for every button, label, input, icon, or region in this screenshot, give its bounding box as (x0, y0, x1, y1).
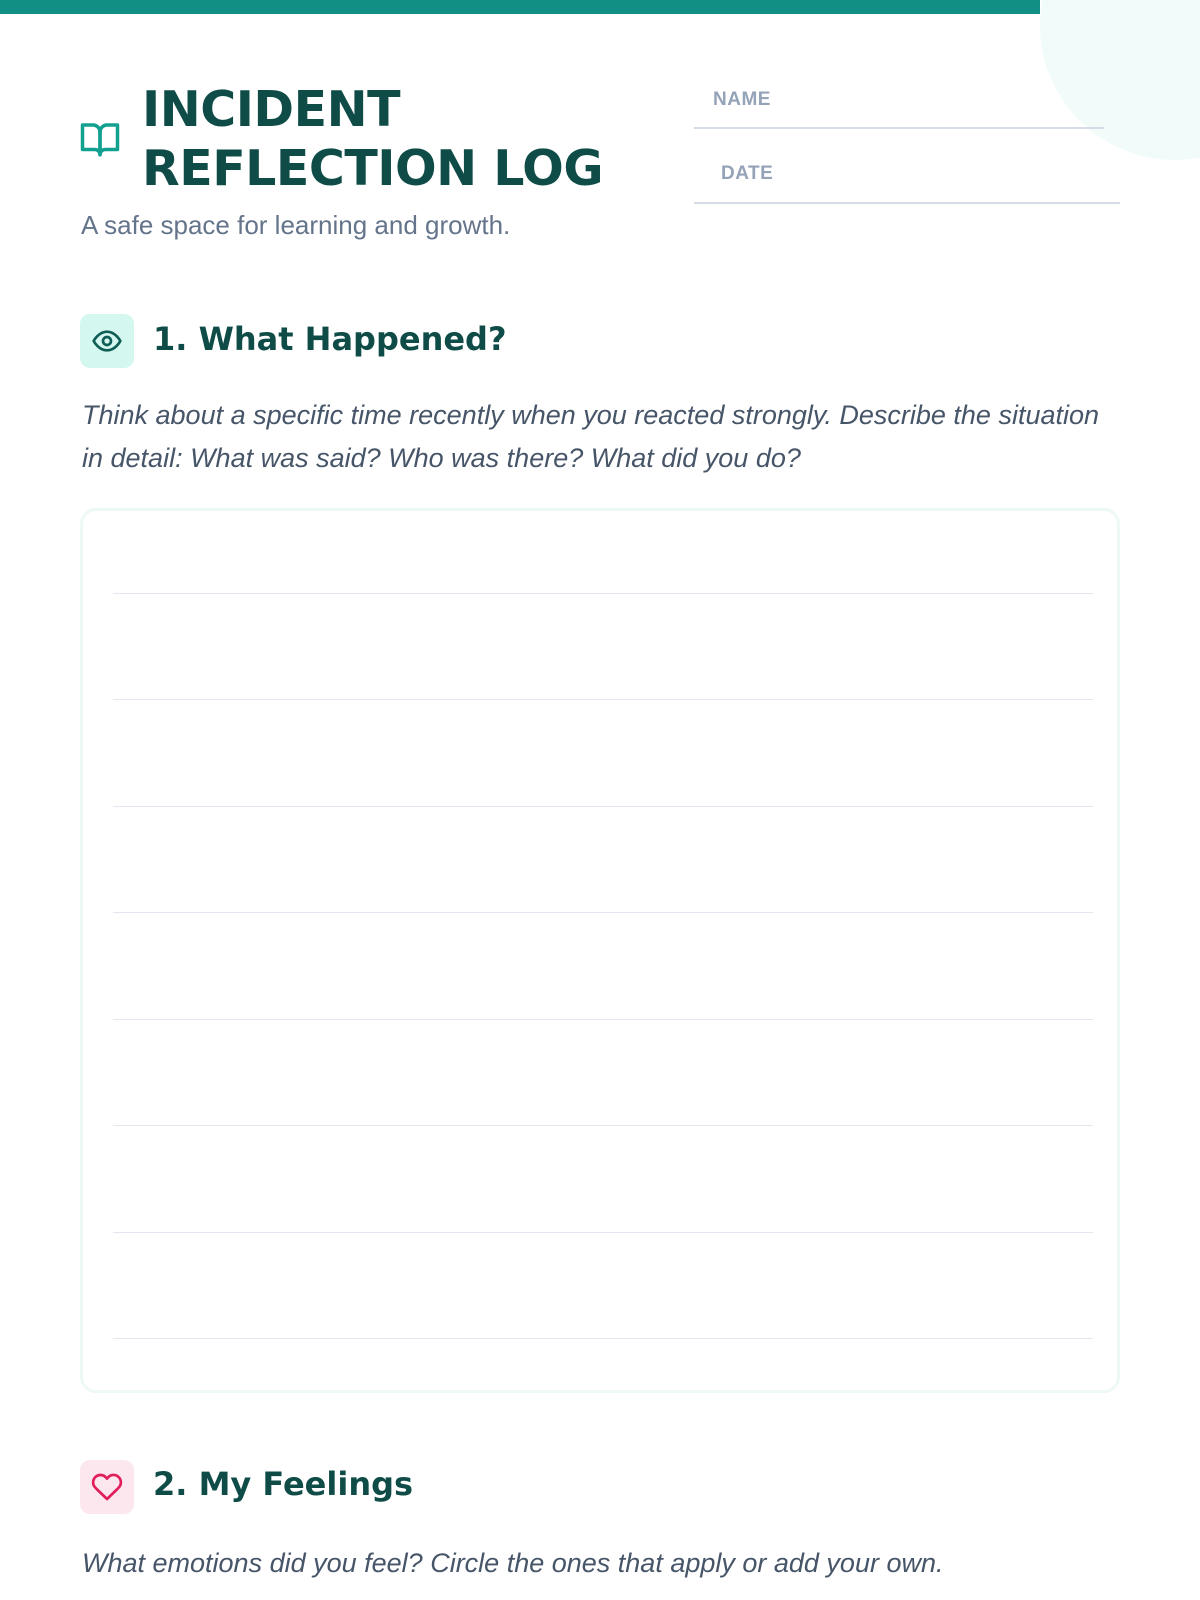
writing-line (113, 699, 1093, 700)
writing-line (113, 1019, 1093, 1020)
page-subtitle: A safe space for learning and growth. (81, 210, 511, 240)
section-2-title: 2. My Feelings (153, 1465, 414, 1503)
name-field[interactable] (694, 127, 1104, 129)
title-line-2: REFLECTION LOG (142, 140, 604, 197)
section-2-prompt: What emotions did you feel? Circle the ones that apply or add your own. (82, 1548, 944, 1578)
top-accent-bar (0, 0, 1040, 14)
corner-decoration (1040, 0, 1200, 160)
heart-icon (91, 1471, 123, 1503)
date-label: DATE (721, 163, 774, 184)
page-title (142, 80, 603, 198)
book-open-icon (79, 118, 121, 160)
title-line-1: INCIDENT (142, 81, 401, 138)
writing-line (113, 806, 1093, 807)
section-1-title: 1. What Happened? (153, 320, 507, 358)
writing-line (113, 1338, 1093, 1339)
section-2-icon-badge (80, 1460, 134, 1514)
section-1-prompt: Think about a specific time recently when you reacted strongly. Describe the situation in detail: What was said? Who was there? What did you do? (82, 400, 1100, 473)
eye-icon (91, 325, 123, 357)
writing-line (113, 912, 1093, 913)
writing-line (113, 593, 1093, 594)
writing-line (113, 1232, 1093, 1233)
name-label: NAME (713, 89, 771, 110)
date-field[interactable] (694, 202, 1120, 204)
writing-line (113, 1125, 1093, 1126)
what-happened-writing-area[interactable] (80, 508, 1120, 1393)
section-1-icon-badge (80, 314, 134, 368)
